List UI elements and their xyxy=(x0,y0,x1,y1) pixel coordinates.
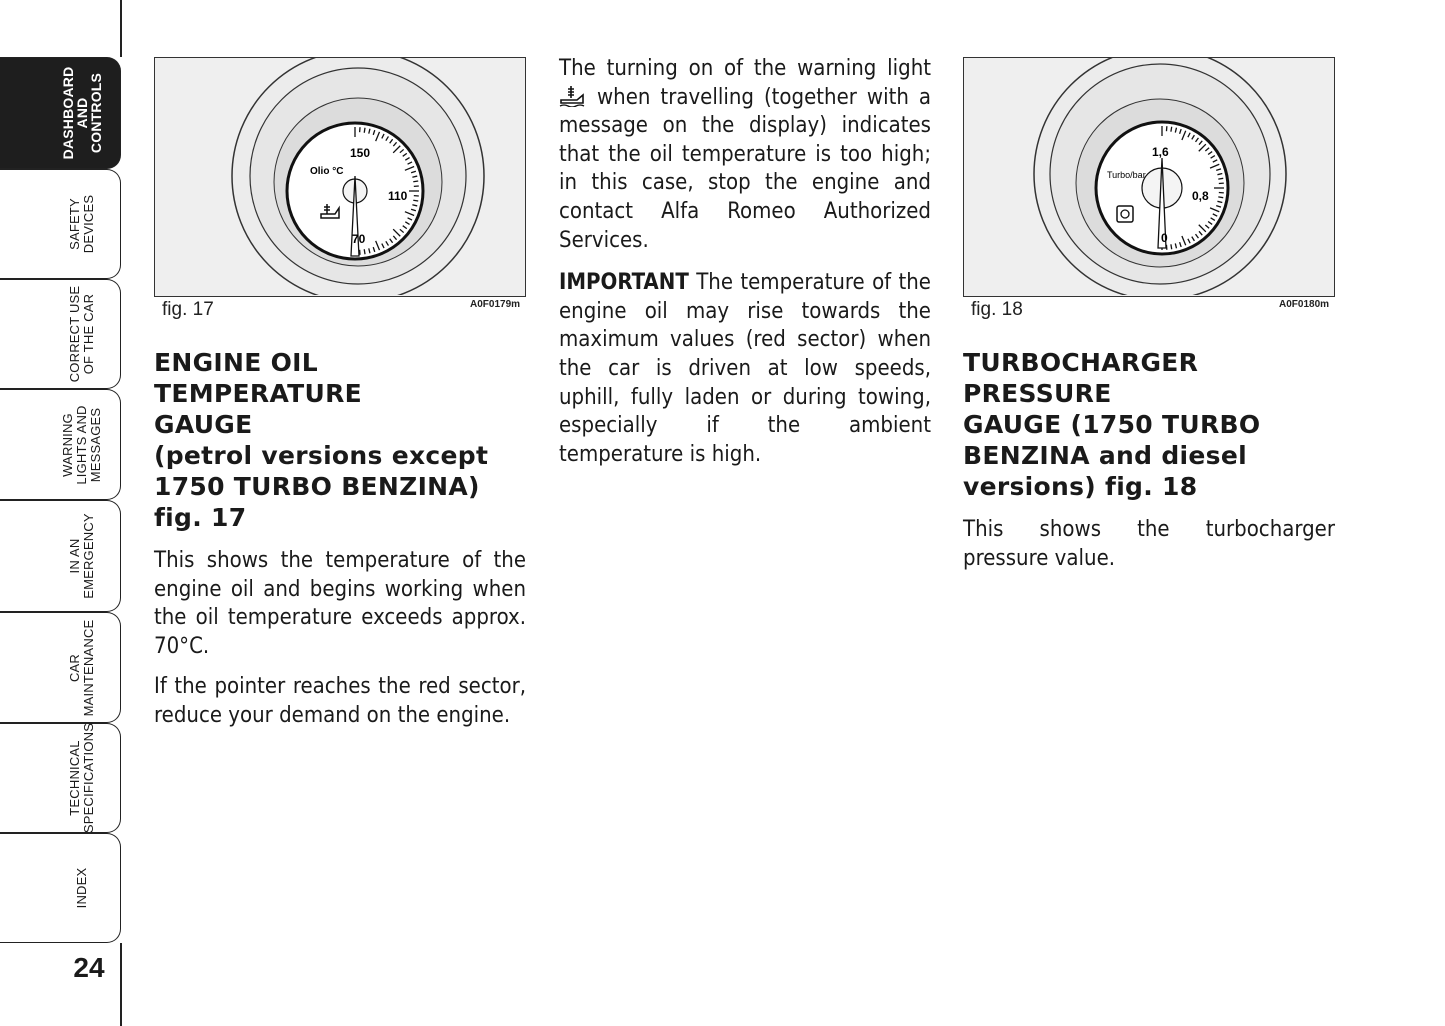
tab-label: INDEX xyxy=(74,867,89,909)
tab-label: WARNING LIGHTS AND MESSAGES xyxy=(60,404,103,485)
tab-label: IN AN EMERGENCY xyxy=(67,513,96,599)
gauge-tick xyxy=(1171,244,1172,249)
figure-turbo-gauge xyxy=(963,57,1335,297)
gauge-tick xyxy=(1218,197,1223,198)
oil-gauge-red-sector-note: If the pointer reaches the red sector, reduce your demand on the engine. xyxy=(154,674,526,728)
fig18-code: A0F0180m xyxy=(1279,299,1330,310)
tab-dashboard-and-controls[interactable] xyxy=(0,57,121,169)
fig18-caption: fig. 18 xyxy=(971,299,1023,320)
tick-label-110: 110 xyxy=(388,189,408,203)
page-number: 24 xyxy=(73,952,105,983)
warning-text-after: when travelling (together with a message on the display) indicates that the oil temperature is too high; in this case, stop the engine and contact Alfa Romeo Authorized Services. xyxy=(559,84,931,253)
tab-in-an-emergency[interactable] xyxy=(0,500,121,612)
gauge-tick xyxy=(364,249,365,254)
heading-line: BENZINA and diesel xyxy=(963,441,1247,470)
tab-car-maintenance[interactable] xyxy=(0,612,121,723)
left-column xyxy=(154,347,526,743)
warning-light-paragraph xyxy=(559,55,931,255)
gauge-unit-label: Turbo/bar xyxy=(1107,170,1146,180)
heading-line: 1750 TURBO BENZINA) xyxy=(154,472,480,501)
important-text: The temperature of the engine oil may rise towards the maximum values (red sector) when the car is driven at low speeds, uphill, fully laden or during towing, especially if the ambient temperature is high. xyxy=(559,270,931,467)
fig17-code: A0F0179m xyxy=(470,299,521,310)
tab-label: CORRECT USE OF THE CAR xyxy=(67,285,96,383)
tab-label: DASHBOARD AND CONTROLS xyxy=(60,66,104,160)
turbo-gauge-description: This shows the turbocharger pressure value. xyxy=(963,517,1335,571)
turbo-gauge-heading xyxy=(963,347,1335,502)
heading-line: GAUGE xyxy=(154,410,253,439)
tick-label-0-8: 0,8 xyxy=(1192,189,1209,203)
turbo-gauge-illustration xyxy=(964,58,1333,295)
gauge-unit-label: Olio °C xyxy=(310,166,344,177)
tab-correct-use[interactable] xyxy=(0,279,121,389)
middle-column xyxy=(559,55,931,481)
tick-label-70: 70 xyxy=(352,232,366,246)
oil-temp-gauge-illustration xyxy=(155,58,524,295)
tab-label: CAR MAINTENANCE xyxy=(67,619,96,716)
tab-divider-line xyxy=(120,0,122,57)
tab-label: SAFETY DEVICES xyxy=(67,194,96,254)
oil-gauge-description: This shows the temperature of the engine oil and begins working when the oil temperature exceeds approx. 70°C. xyxy=(154,548,526,659)
important-label: IMPORTANT xyxy=(559,270,689,296)
tab-safety-devices[interactable] xyxy=(0,169,121,279)
fig17-caption: fig. 17 xyxy=(162,299,214,320)
gauge-tick xyxy=(1218,178,1223,179)
tab-warning-lights[interactable] xyxy=(0,389,121,500)
tab-technical-specifications[interactable] xyxy=(0,723,121,833)
tick-label-150: 150 xyxy=(350,146,371,160)
right-column xyxy=(963,347,1335,585)
oil-temperature-warning-icon xyxy=(559,85,587,107)
gauge-tick xyxy=(413,200,418,201)
figure-oil-temp-gauge xyxy=(154,57,526,297)
tab-divider-line xyxy=(120,943,122,1026)
oil-gauge-heading xyxy=(154,347,526,533)
tick-label-1-6: 1,6 xyxy=(1152,145,1169,159)
margin-rule xyxy=(0,832,20,834)
important-paragraph xyxy=(559,269,931,469)
heading-line: (petrol versions except xyxy=(154,441,489,470)
tick-label-0: 0 xyxy=(1161,231,1168,245)
gauge-tick xyxy=(364,128,365,133)
heading-line: fig. 17 xyxy=(154,503,247,532)
heading-line: TURBOCHARGER PRESSURE xyxy=(963,348,1199,408)
heading-line: GAUGE (1750 TURBO xyxy=(963,410,1261,439)
tab-index[interactable] xyxy=(0,833,121,943)
warning-text-before: The turning on of the warning light xyxy=(559,56,931,81)
tab-label: TECHNICAL SPECIFICATIONS xyxy=(67,722,96,834)
heading-line: versions) fig. 18 xyxy=(963,472,1198,501)
heading-line: ENGINE OIL TEMPERATURE xyxy=(154,348,363,408)
gauge-tick xyxy=(1171,127,1172,132)
chapter-tabs xyxy=(0,0,125,1026)
gauge-tick xyxy=(413,181,418,182)
